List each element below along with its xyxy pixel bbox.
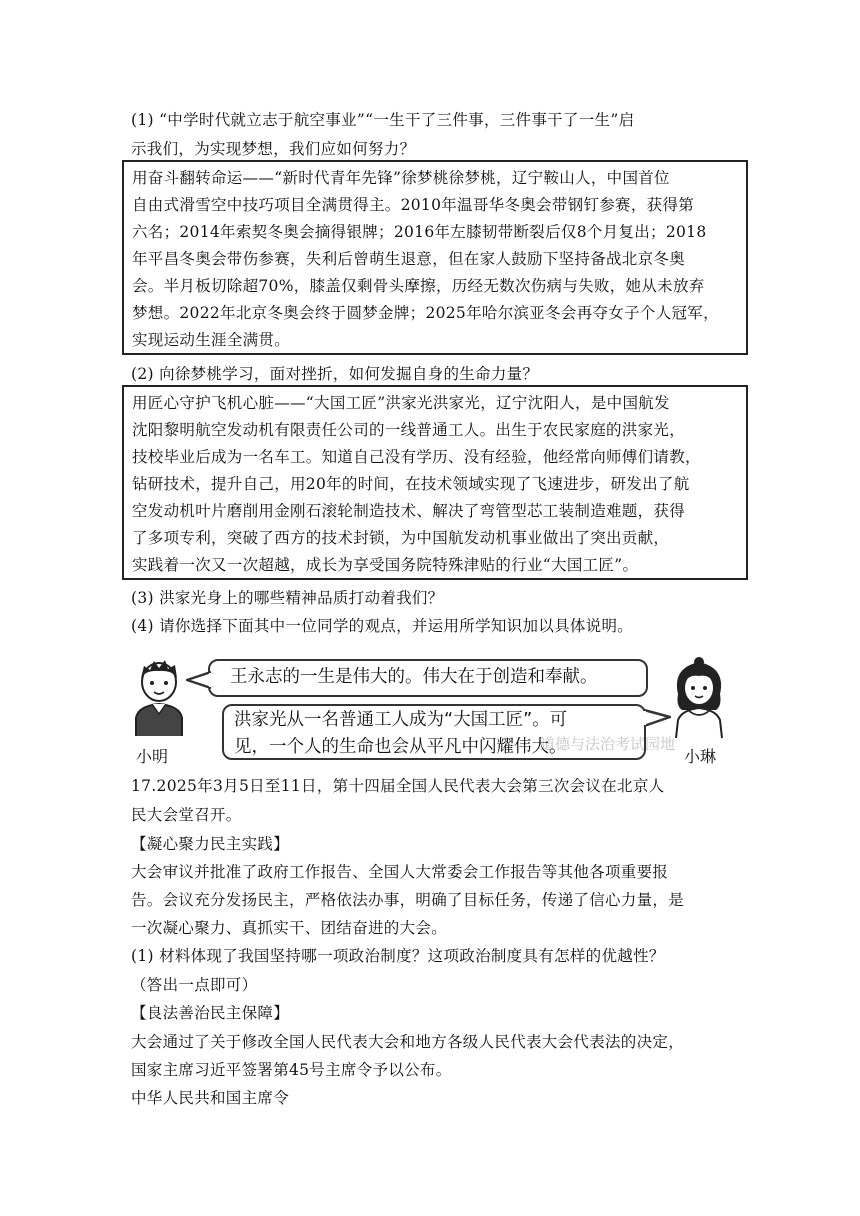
- box2-line: 实践着一次又一次超越，成长为享受国务院特殊津贴的行业“大国工匠”。: [132, 556, 639, 574]
- box2-line: 用匠心守护飞机心脏——“大国工匠”洪家光洪家光，辽宁沈阳人，是中国航发: [132, 394, 670, 412]
- girl-student-illustration: [666, 654, 732, 738]
- question-17-1-line-2: （答出一点即可）: [131, 976, 258, 994]
- material-box-xu-mengtao: [122, 160, 748, 355]
- box2-line: 钻研技术，提升自己，用20年的时间，在技术领域实现了飞速进步，研发出了航: [132, 475, 690, 493]
- section-1-body-line: 大会审议并批准了政府工作报告、全国人大常委会工作报告等其他各项重要报: [131, 863, 669, 881]
- speech-bubble-xiaoming: [208, 659, 648, 697]
- box1-line: 年平昌冬奥会带伤参赛，失利后曾萌生退意，但在家人鼓励下坚持备战北京冬奥: [132, 250, 686, 268]
- box1-line: 自由式滑雪空中技巧项目全满贯得主。2010年温哥华冬奥会带钢钉参赛，获得第: [132, 196, 695, 214]
- section-1-body-line: 告。会议充分发扬民主，严格依法办事，明确了目标任务，传递了信心力量，是: [131, 891, 685, 909]
- question-17-1-line-1: (1) 材料体现了我国坚持哪一项政治制度？这项政治制度具有怎样的优越性？: [131, 947, 665, 965]
- box1-line: 梦想。2022年北京冬奥会终于圆梦金牌；2025年哈尔滨亚冬会再夺女子个人冠军，: [132, 304, 719, 322]
- bubble-text-line: 见，一个人的生命也会从平凡中闪耀伟大。: [234, 737, 567, 757]
- question-17-line-2: 民大会堂召开。: [131, 806, 242, 824]
- box1-line: 用奋斗翻转命运——“新时代青年先锋”徐梦桃徐梦桃，辽宁鞍山人，中国首位: [132, 169, 670, 187]
- box2-line: 技校毕业后成为一名车工。知道自己没有学历、没有经验，他经常向师傅们请教，: [132, 448, 701, 466]
- box2-line: 了多项专利，突破了西方的技术封锁，为中国航发动机事业做出了突出贡献，: [132, 529, 670, 547]
- bubble-text: 王永志的一生是伟大的。伟大在于创造和奉献。: [230, 667, 598, 687]
- bubble-tail-left-icon: [186, 670, 212, 690]
- student-name-xiaoming: 小明: [136, 747, 169, 766]
- section-title-law-guarantee: 【良法善治民主保障】: [131, 1004, 290, 1022]
- material-box-hong-jiaguang: [122, 385, 748, 580]
- watermark: 道德与法治考试园地: [540, 735, 676, 753]
- question-1-line-2: 示我们，为实现梦想，我们应如何努力？: [131, 140, 416, 158]
- question-4: (4) 请你选择下面其中一位同学的观点，并运用所学知识加以具体说明。: [131, 617, 634, 635]
- box1-line: 实现运动生涯全满贯。: [132, 331, 291, 349]
- presidential-decree-heading: 中华人民共和国主席令: [131, 1089, 290, 1107]
- box1-line: 六名；2014年索契冬奥会摘得银牌；2016年左膝韧带断裂后仅8个月复出；2018: [132, 223, 707, 241]
- question-2: (2) 向徐梦桃学习，面对挫折，如何发掘自身的生命力量？: [131, 365, 539, 383]
- section-2-body-line: 国家主席习近平签署第45号主席令予以公布。: [131, 1061, 452, 1079]
- question-1-line-1: (1) “中学时代就立志于航空事业”“一生干了三件事，三件事干了一生”启: [131, 111, 635, 129]
- box1-line: 会。半月板切除超70%，膝盖仅剩骨头摩擦，历经无数次伤病与失败，她从未放弃: [132, 277, 705, 295]
- bubble-text-line: 洪家光从一名普通工人成为“大国工匠”。可: [234, 710, 568, 730]
- box2-line: 空发动机叶片磨削用金刚石滚轮制造技术、解决了弯管型芯工装制造难题，获得: [132, 502, 686, 520]
- section-1-body-line: 一次凝心聚力、真抓实干、团结奋进的大会。: [131, 919, 448, 937]
- section-2-body-line: 大会通过了关于修改全国人民代表大会和地方各级人民代表大会代表法的决定，: [131, 1033, 685, 1051]
- question-3: (3) 洪家光身上的哪些精神品质打动着我们？: [131, 589, 444, 607]
- student-name-xiaolin: 小琳: [684, 747, 717, 766]
- boy-student-illustration: [128, 656, 190, 736]
- question-17-line-1: 17.2025年3月5日至11日，第十四届全国人民代表大会第三次会议在北京人: [131, 777, 665, 795]
- box2-line: 沈阳黎明航空发动机有限责任公司的一线普通工人。出生于农民家庭的洪家光，: [132, 421, 686, 439]
- section-title-democracy-practice: 【凝心聚力民主实践】: [131, 835, 290, 853]
